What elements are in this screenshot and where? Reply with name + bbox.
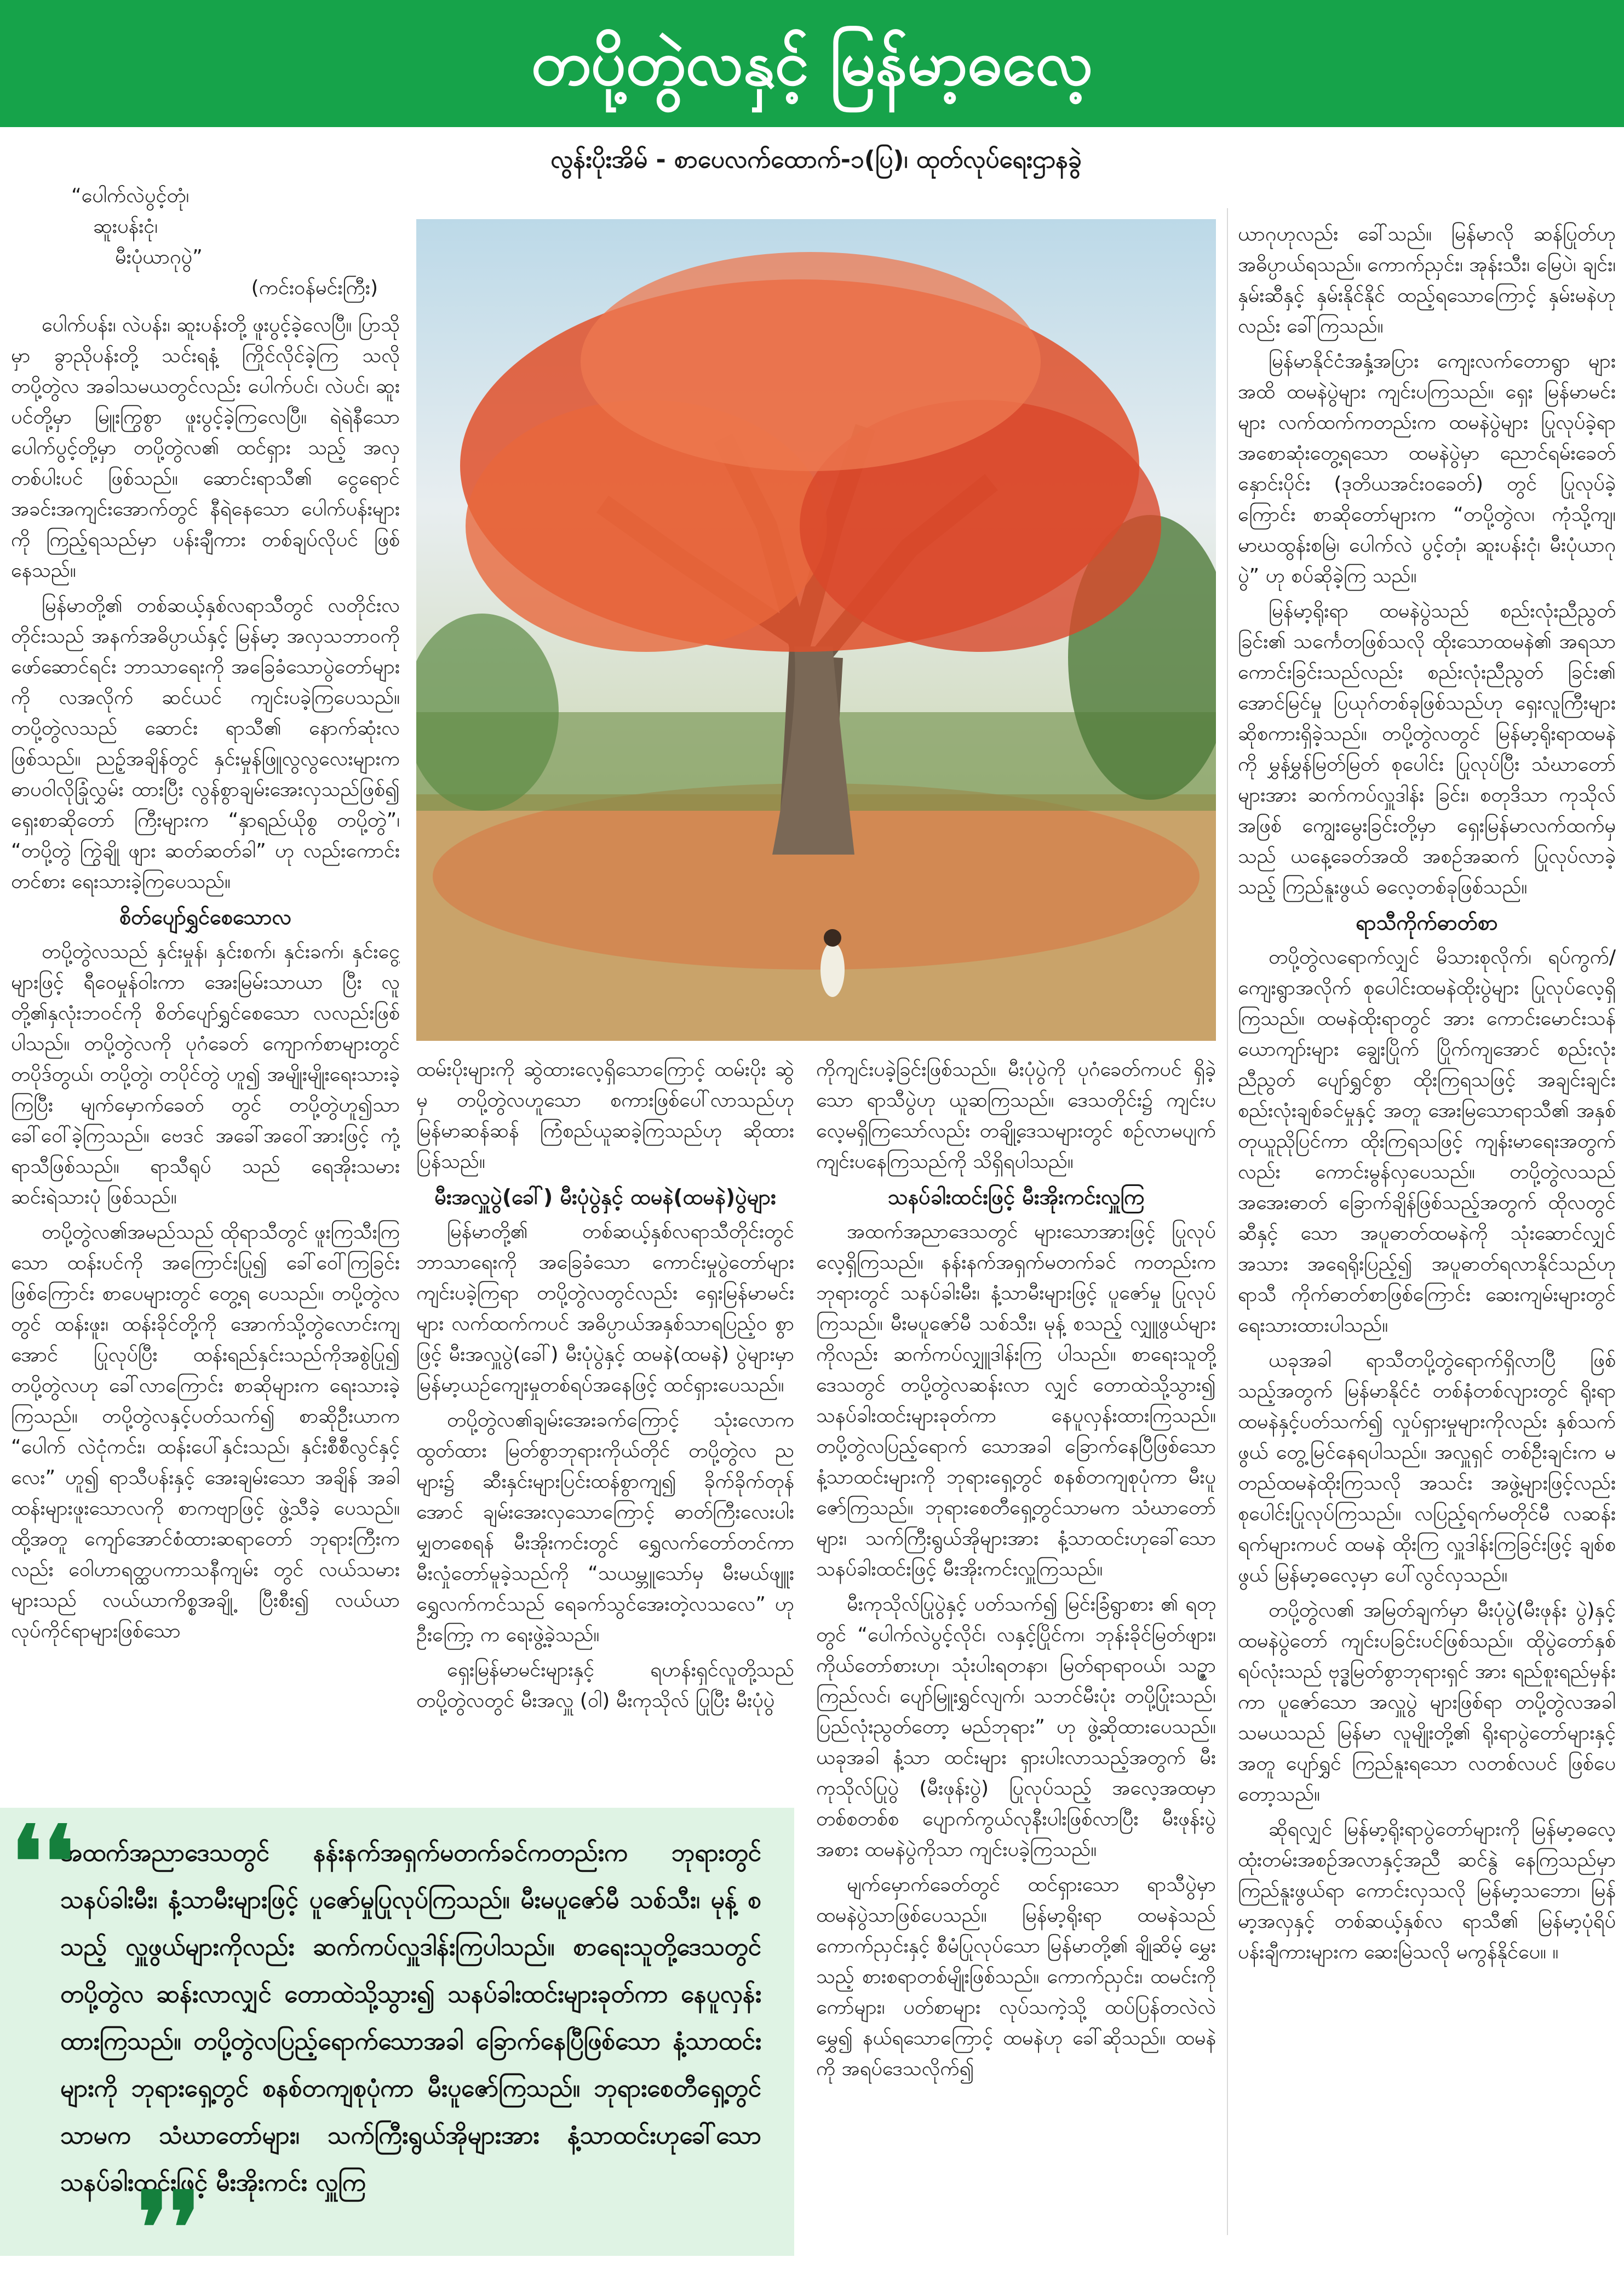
paragraph: ထမ်းပိုးများကို ဆွဲထားလေ့ရှိသောကြောင့် ထမ်းပိုး ဆွဲမှ တပို့တွဲလဟူသော စကားဖြစ်ပေါ်လာသည်ဟု မြန်မာဆန်ဆန် ကြံစည်ယူဆခဲ့ကြသည်ဟု ဆိုထား ပြန်သည်။ <box>416 1058 794 1173</box>
open-quote-icon: ❛❛ <box>11 1804 75 1920</box>
paragraph: တပို့တွဲလရောက်လျှင် မိသားစုလိုက်၊ ရပ်ကွက်/ကျေးရွာအလိုက် စုပေါင်းထမနဲထိုးပွဲများ ပြုလုပ်လေ့ရှိကြသည်။ ထမနဲထိုးရာတွင် အား ကောင်းမောင်းသန် ယောကျာ်းများ ချွေးပြိုက် ပြိုက်ကျအောင် စည်းလုံးညီညွတ် ပျော်ရွှင်စွာ ထိုးကြရသဖြင့် အချင်းချင်း စည်းလုံးချစ်ခင်မှုနှင့် အတူ အေးမြသောရာသီ၏ အနှစ်တုယူညိုပြင်ကာ ထိုးကြရသဖြင့် ကျန်းမာရေးအတွက်လည်း ကောင်းမွန်လှပေသည်။ တပို့တွဲလသည် အအေးဓာတ် ခြောက်ချိန်ဖြစ်သည့်အတွက် ထိုလတွင် ဆီနှင့် သော အပူဓာတ်ထမနဲကို သုံးဆောင်လျှင် အသား အရေရိုးပြည့်၍ အပူဓာတ်ရလာနိုင်သည်ဟု ရာသီ ကိုက်ဓာတ်စာဖြစ်ကြောင်း ဆေးကျမ်းများတွင် ရေးသားထားပါသည်။ <box>1238 946 1616 1337</box>
paragraph: မီးကုသိုလ်ပြုပွဲနှင့် ပတ်သက်၍ မြင်းခြံရွာစား ၏ ရတုတွင် “ပေါက်လဲပွင့်လိုင်၊ လနှင့်ပြိုင်က၊ ဘုန်းခိုင်မြတ်ဖျား၊ ကိုယ်တော်စားဟု၊ သုံးပါးရတနာ၊ မြတ်ရာရာဝယ်၊ သဉ္ဇာကြည်လင်၊ ပျော်မြူးရွှင်လျက်၊ သဘင်မီးပုံး တပို့ပြုံးသည်၊ ပြည်လုံးညွတ်တော့ မည်ဘုရား” ဟု ဖွဲ့ဆိုထားပေသည်။ ယခုအခါ နံ့သာ ထင်းများ ရှားပါးလာသည့်အတွက် မီးကုသိုလ်ပြုပွဲ (မီးဖုန်းပွဲ) ပြုလုပ်သည့် အလေ့အထမှာ တစ်စတစ်စ ပျောက်ကွယ်လုနီးပါးဖြစ်လာပြီး မီးဖုန်းပွဲအစား ထမနဲပွဲကိုသာ ကျင်းပခဲ့ကြသည်။ <box>816 1593 1216 1861</box>
poem <box>11 181 400 303</box>
column-1 <box>11 181 400 1802</box>
column-3 <box>816 1055 1216 2243</box>
poem-line-1: “ပေါက်လဲပွင့်တုံ၊ <box>71 185 190 207</box>
paragraph: တပို့တွဲလ၏ အမြတ်ချက်မှာ မီးပုံပွဲ(မီးဖုန်း ပွဲ)နှင့် ထမနဲပွဲတော် ကျင်းပခြင်းပင်ဖြစ်သည်။ ထိုပွဲတော်နှစ်ရပ်လုံးသည် ဗုဒ္ဓမြတ်စွာဘုရားရှင် အား ရည်စူးရည်မှန်းကာ ပူဇော်သော အလှူပွဲ များဖြစ်ရာ တပို့တွဲလအခါသမယသည် မြန်မာ လူမျိုးတို့၏ ရိုးရာပွဲတော်များနှင့်အတူ ပျော်ရွှင် ကြည်နူးရသော လတစ်လပင် ဖြစ်ပေတော့သည်။ <box>1238 1599 1616 1806</box>
column-4 <box>1238 219 1616 2246</box>
poem-line-3: မီးပုံယာဂုပွဲ” <box>115 246 203 268</box>
byline: လွန်းပိုးအိမ် - စာပေလက်ထောက်-၁(ပြ)၊ ထုတ်လုပ်ရေးဌာနခွဲ <box>550 146 1082 174</box>
title-banner <box>0 0 1624 127</box>
column-divider <box>1227 208 1228 2235</box>
paragraph: အထက်အညာဒေသတွင် များသောအားဖြင့် ပြုလုပ်လေ့ရှိကြသည်။ နန်းနက်အရှက်မတက်ခင် ကတည်းက ဘုရားတွင် သနပ်ခါးမီး၊ နံ့သာမီးများဖြင့် ပူဇော်မှု ပြုလုပ်ကြသည်။ မီးမပူဇော်မီ သစ်သီး၊ မုန့် စသည့် လျှူဖွယ်များကိုလည်း ဆက်ကပ်လျှူဒါန်းကြ ပါသည်။ စာရေးသူတို့ဒေသတွင် တပို့တွဲလဆန်းလာ လျှင် တောထဲသို့သွား၍ သနပ်ခါးထင်းများခုတ်ကာ နေပူလှန်းထားကြသည်။ တပို့တွဲလပြည့်ရောက် သောအခါ ခြောက်နေပြီဖြစ်သော နံ့သာထင်းများကို ဘုရားရှေ့တွင် စနစ်တကျစုပုံကာ မီးပူဇော်ကြသည်။ ဘုရားစေတီရှေ့တွင်သာမက သံဃာတော်များ၊ သက်ကြီးရွယ်အိုများအား နံ့သာထင်းဟုခေါ်သော သနပ်ခါးထင်းဖြင့် မီးအိုးကင်းလှူကြသည်။ <box>816 1221 1216 1580</box>
poem-author: (ကင်းဝန်မင်းကြီး) <box>251 277 378 299</box>
paragraph: တပို့တွဲလ၏ချမ်းအေးခက်ကြောင့် သုံးလောက ထွတ်ထား မြတ်စွာဘုရားကိုယ်တိုင် တပို့တွဲလ ညများ၌ ဆီးနှင်းများပြင်းထန်စွာကျ၍ ခိုက်ခိုက်တုန် အောင် ချမ်းအေးလှသောကြောင့် ဓာတ်ကြီးလေးပါး မျှတစေရန် မီးအိုးကင်းတွင် ရွှေလက်တော်တင်ကာ မီးလှုံတော်မူခဲ့သည်ကို “သယမ္ဘူသော်မှ မီးမယ်ဖျူး ရွှေလက်ကင်သည် ရေခက်သွင်အေးတဲ့လသလေ” ဟု ဦးကြော့ က ရေးဖွဲ့ခဲ့သည်။ <box>416 1409 794 1646</box>
paragraph: ဆိုရလျှင် မြန်မာ့ရိုးရာပွဲတော်များကို မြန်မာ့ဓလေ့ထုံးတမ်းအစဉ်အလာနှင့်အညီ ဆင်နွဲ နေကြသည်မှာ ကြည်နူးဖွယ်ရာ ကောင်းလှသလို မြန်မာ့သဘော၊ မြန်မာ့အလှနှင့် တစ်ဆယ့်နှစ်လ ရာသီ၏ မြန်မာ့ပုံရိပ်ပန်းချီကားများက ဆေးမြဲသလို မကွန်နိုင်ပေ။ ။ <box>1238 1818 1616 1963</box>
section-heading: သနပ်ခါးထင်းဖြင့် မီးအိုးကင်းလှူကြ <box>887 1185 1145 1209</box>
paragraph: ယာဂုဟုလည်း ခေါ်သည်။ မြန်မာလို ဆန်ပြုတ်ဟု အဓိပ္ပာယ်ရသည်။ ကောက်ညှင်း၊ အုန်းသီး၊ မြေပဲ၊ ချင်း၊ နှမ်းဆီနှင့် နှမ်းနိုင်နိုင် ထည့်ရသောကြောင့် နှမ်းမနဲဟုလည်း ခေါ်ကြသည်။ <box>1238 223 1616 337</box>
tree-illustration <box>416 219 1216 1041</box>
paragraph: ကိုကျင်းပခဲ့ခြင်းဖြစ်သည်။ မီးပုံပွဲကို ပုဂံခေတ်ကပင် ရှိခဲ့သော ရာသီပွဲဟု ယူဆကြသည်။ ဒေသတိုင်း၌ ကျင်းပလေ့မရှိကြသော်လည်း တချို့ဒေသများတွင် စဉ်လာမပျက် ကျင်းပနေကြသည်ကို သိရှိရပါသည်။ <box>816 1058 1216 1173</box>
paragraph: မြန်မာတို့၏ တစ်ဆယ့်နှစ်လရာသီတိုင်းတွင် ဘာသာရေးကို အခြေခံသော ကောင်းမှုပွဲတော်များ ကျင်းပခဲ့ကြရာ တပို့တွဲလတွင်လည်း ရှေးမြန်မာမင်း များ လက်ထက်ကပင် အဓိပ္ပာယ်အနှစ်သာရပြည့်ဝ စွာဖြင့် မီးအလှူပွဲ(ခေါ်) မီးပုံပွဲနှင့် ထမနဲ(ထမနဲ) ပွဲများမှာ မြန်မာ့ယဉ်ကျေးမှုတစ်ရပ်အနေဖြင့် ထင်ရှားပေသည်။ <box>416 1221 794 1396</box>
column-2 <box>416 1055 794 1805</box>
paragraph: မြန်မာတို့၏ တစ်ဆယ့်နှစ်လရာသီတွင် လတိုင်းလတိုင်းသည် အနက်အဓိပ္ပာယ်နှင့် မြန်မာ့ အလှသဘာဝကို ဖော်ဆောင်ရင်း ဘာသာရေးကို အခြေခံသောပွဲတော်များကို လအလိုက် ဆင်ယင် ကျင်းပခဲ့ကြပေသည်။ တပို့တွဲလသည် ဆောင်း ရာသီ၏ နောက်ဆုံးလဖြစ်သည်။ ညဉ့်အချိန်တွင် နှင်းမှုန်ဖြူလွလွလေးများက ဓာပဝါလိုခြုံလွှမ်း ထားပြီး လွန်စွာချမ်းအေးလှသည်ဖြစ်၍ ရှေးစာဆိုတော် ကြီးများက “နှာရည်ယိုစွ တပို့တွဲ”၊ “တပို့တွဲ ကြွဲချို ဖျား ဆတ်ဆတ်ခါ” ဟု လည်းကောင်း တင်စား ရေးသားခဲ့ကြပေသည်။ <box>11 594 400 893</box>
page-title: တပို့တွဲလနှင့် မြန်မာ့ဓလေ့ <box>531 28 1093 99</box>
paragraph: မြန်မာနိုင်ငံအနှံ့အပြား ကျေးလက်တောရွာ များအထိ ထမနဲပွဲများ ကျင်းပကြသည်။ ရှေး မြန်မာမင်းများ လက်ထက်ကတည်းက ထမနဲပွဲများ ပြုလုပ်ခဲ့ရာ အစောဆုံးတွေ့ရသော ထမနဲပွဲမှာ ညောင်ရမ်းခေတ်နှောင်းပိုင်း (ဒုတိယအင်းဝခေတ်) တွင် ပြုလုပ်ခဲ့ကြောင်း စာဆိုတော်များက “တပို့တွဲလ၊ ကုံသို့ကျ၊ မာဃထွန်းစမြဲ၊ ပေါက်လဲ ပွင့်တုံ၊ ဆူးပန်းငုံ၊ မီးပုံယာဂုပွဲ” ဟု စပ်ဆိုခဲ့ကြ သည်။ <box>1238 350 1616 587</box>
pull-quote-text: အထက်အညာဒေသတွင် နန်းနက်အရှက်မတက်ခင်ကတည်းက ဘုရားတွင် သနပ်ခါးမီး၊ နံ့သာမီးများဖြင့် ပူဇော်မှုပြုလုပ်ကြသည်။ မီးမပူဇော်မီ သစ်သီး၊ မုန့် စသည့် လှူဖွယ်များကိုလည်း ဆက်ကပ်လှူဒါန်းကြပါသည်။ စာရေးသူတို့ဒေသတွင် တပို့တွဲလ ဆန်းလာလျှင် တောထဲသို့သွား၍ သနပ်ခါးထင်းများခုတ်ကာ နေပူလှန်းထားကြသည်။ တပို့တွဲလပြည့်ရောက်သောအခါ ခြောက်နေပြီဖြစ်သော နံ့သာထင်းများကို ဘုရားရှေ့တွင် စနစ်တကျစုပုံကာ မီးပူဇော်ကြသည်။ ဘုရားစေတီရှေ့တွင်သာမက သံဃာတော်များ၊ သက်ကြီးရွယ်အိုများအား နံ့သာထင်းဟုခေါ်သော သနပ်ခါးထင်းဖြင့် မီးအိုးကင်း လှူကြ <box>60 1839 761 2197</box>
close-quote-icon: ❜❜ <box>137 2170 201 2286</box>
paragraph: ယခုအခါ ရာသီတပို့တွဲရောက်ရှိလာပြီ ဖြစ် သည့်အတွက် မြန်မာနိုင်ငံ တစ်နံတစ်လျားတွင် ရိုးရာထမနဲနှင့်ပတ်သက်၍ လှုပ်ရှားမှုများကိုလည်း နှစ်သက်ဖွယ် တွေ့မြင်နေရပါသည်။ အလှူရှင် တစ်ဦးချင်းက မတည်ထမနဲထိုးကြသလို အသင်း အဖွဲ့များဖြင့်လည်း စုပေါင်းပြုလုပ်ကြသည်။ လပြည့်ရက်မတိုင်မီ လဆန်းရက်များကပင် ထမနဲ ထိုးကြ လှူဒါန်းကြခြင်းဖြင့် ချစ်စဖွယ် မြန်မာ့ဓလေ့မှာ ပေါ်လွင်လှသည်။ <box>1238 1349 1616 1586</box>
paragraph: ပေါက်ပန်း၊ လဲပန်း၊ ဆူးပန်းတို့ ဖူးပွင့်ခဲ့လေပြီ။ ပြာသိုမှာ ခွာညိုပန်းတို့ သင်းရနံ့ ကြိုင်လိုင်ခဲ့ကြ သလို တပို့တွဲလ အခါသမယတွင်လည်း ပေါက်ပင်၊ လဲပင်၊ ဆူးပင်တို့မှာ မြူးကြွစွာ ဖူးပွင့်ခဲ့ကြလေပြီ။ ရဲရဲနီသော ပေါက်ပွင့်တို့မှာ တပို့တွဲလ၏ ထင်ရှား သည့် အလှတစ်ပါးပင် ဖြစ်သည်။ ဆောင်းရာသီ၏ ငွေရောင်အခင်းအကျင်းအောက်တွင် နီရဲနေသော ပေါက်ပန်းများကို ကြည့်ရသည်မှာ ပန်းချီကား တစ်ချပ်လိုပင် ဖြစ်နေသည်။ <box>11 314 400 582</box>
pull-quote <box>0 1804 794 2286</box>
paragraph: တပို့တွဲလ၏အမည်သည် ထိုရာသီတွင် ဖူးကြသီးကြသော ထန်းပင်ကို အကြောင်းပြု၍ ခေါ်ဝေါ်ကြခြင်းဖြစ်ကြောင်း စာပေများတွင် တွေ့ရ ပေသည်။ တပို့တွဲလတွင် ထန်းဖူး၊ ထန်းခိုင်တို့ကို အောက်သို့တွဲလောင်းကျအောင် ပြုလုပ်ပြီး ထန်းရည်နှင်းသည်ကိုအစွဲပြု၍ တပို့တွဲလဟု ခေါ်လာကြောင်း စာဆိုများက ရေးသားခဲ့ကြသည်။ တပို့တွဲလနှင့်ပတ်သက်၍ စာဆိုဦးယာက “ပေါက် လဲငုံကင်း၊ ထန်းပေါ်နှင်းသည်၊ နှင်းစီစီလွင်နှင့် လေး” ဟူ၍ ရာသီပန်းနှင့် အေးချမ်းသော အချိန် အခါ ထန်းများဖူးသောလကို စာကဗျာဖြင့် ဖွဲ့သီခဲ့ ပေသည်။ ထို့အတူ ကျော်အောင်စံထားဆရာတော် ဘုရားကြီးကလည်း ဝေါဟာရတ္ထပကာသနီကျမ်း တွင် လယ်သမားများသည် လယ်ယာကိစ္စအချို့ ပြီးစီး၍ လယ်ယာလုပ်ကိုင်ရာများဖြစ်သော <box>11 1221 400 1642</box>
poem-line-2: ဆူးပန်းငုံ၊ <box>93 215 158 238</box>
paragraph: မြန်မာ့ရိုးရာ ထမနဲပွဲသည် စည်းလုံးညီညွတ် ခြင်း၏ သင်္ကေတဖြစ်သလို ထိုးသောထမနဲ၏ အရသာကောင်းခြင်းသည်လည်း စည်းလုံးညီညွတ် ခြင်း၏ အောင်မြင်မှု ပြယုဂ်တစ်ခုဖြစ်သည်ဟု ရှေးလူကြီးများ ဆိုစကားရှိခဲ့သည်။ တပို့တွဲလတွင် မြန်မာ့ရိုးရာထမနဲကို မွှန်မွှန်မြတ်မြတ် စုပေါင်း ပြုလုပ်ပြီး သံဃာတော်များအား ဆက်ကပ်လှူဒါန်း ခြင်း၊ စတုဒိသာ ကုသိုလ်အဖြစ် ကျွေးမွေးခြင်းတို့မှာ ရှေးမြန်မာလက်ထက်မှသည် ယနေ့ခေတ်အထိ အစဉ်အဆက် ပြုလုပ်လာခဲ့သည့် ကြည်နူးဖွယ် ဓလေ့တစ်ခုဖြစ်သည်။ <box>1238 600 1616 898</box>
section-heading: ရာသီကိုက်ဓာတ်စာ <box>1356 910 1498 935</box>
silk-cotton-tree-photo <box>416 219 1216 1041</box>
section-heading: စိတ်ပျော်ရွှင်စေသောလ <box>119 905 292 929</box>
paragraph: မျက်မှောက်ခေတ်တွင် ထင်ရှားသော ရာသီပွဲမှာ ထမနဲပွဲသာဖြစ်ပေသည်။ မြန်မာ့ရိုးရာ ထမနဲသည် ကောက်ညှင်းနှင့် စီမံပြုလုပ်သော မြန်မာတို့၏ ချိုဆိမ့် မွှေးသည့် စားစရာတစ်မျိုးဖြစ်သည်။ ကောက်ညှင်း၊ ထမင်းကို ကော်များ၊ ပတ်စာများ လုပ်သကဲ့သို့ ထပ်ပြန်တလဲလဲ မွှေ၍ နယ်ရသောကြောင့် ထမနဲဟု ခေါ်ဆိုသည်။ ထမနဲကို အရပ်ဒေသလိုက်၍ <box>816 1874 1216 2080</box>
section-heading: မီးအလှူပွဲ(ခေါ်) မီးပုံပွဲနှင့် ထမနဲ(ထမနဲ)ပွဲများ <box>434 1185 776 1209</box>
paragraph: တပို့တွဲလသည် နှင်းမှုန်၊ နှင်းစက်၊ နှင်းခက်၊ နှင်းငွေ့များဖြင့် ရီဝေမှုန်ဝါးကာ အေးမြမ်းသာယာ ပြီး လူတို့၏နှလုံးဘဝင်ကို စိတ်ပျော်ရွှင်စေသော လလည်းဖြစ်ပါသည်။ တပို့တွဲလကို ပုဂံခေတ် ကျောက်စာများတွင် တပိုဒ်တွယ်၊ တပို့တွဲ၊ တပိုင်တွဲ ဟူ၍ အမျိုးမျိုးရေးသားခဲ့ကြပြီး မျက်မှောက်ခေတ် တွင် တပို့တွဲဟူ၍သာ ခေါ်ဝေါ်ခဲ့ကြသည်။ ဗေဒင် အခေါ်အဝေါ်အားဖြင့် ကုံ့ရာသီဖြစ်သည်။ ရာသီရုပ် သည် ရေအိုးသမား ဆင်းရဲသားပုံ ဖြစ်သည်။ <box>11 941 400 1208</box>
paragraph: ရှေးမြန်မာမင်းများနှင့် ရဟန်းရှင်လူတို့သည် တပို့တွဲလတွင် မီးအလှူ (ဝါ) မီးကုသိုလ် ပြုပြီး မီးပုံပွဲ <box>416 1659 794 1712</box>
